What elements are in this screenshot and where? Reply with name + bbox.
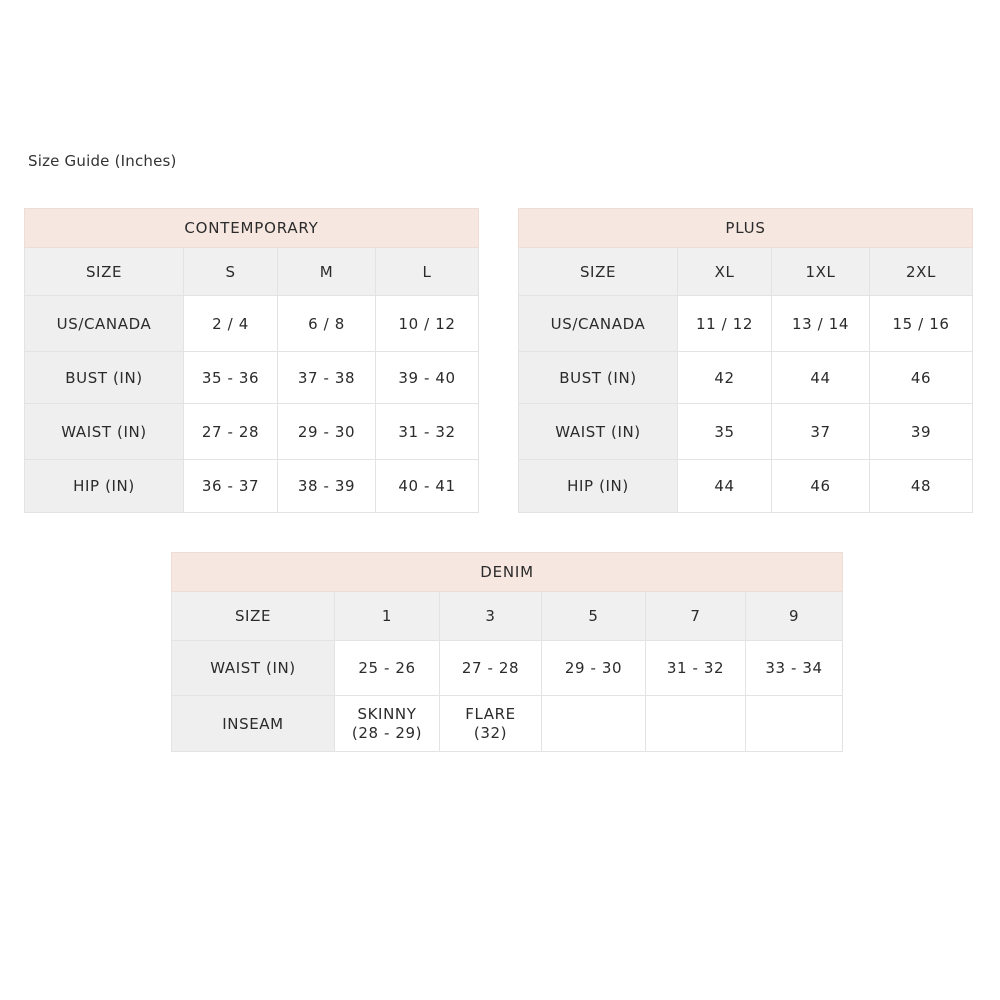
- table-row: [172, 641, 843, 696]
- row-label: US/CANADA: [25, 296, 184, 352]
- table-cell: 27 - 28: [184, 404, 278, 460]
- table-cell: 44: [678, 460, 772, 513]
- table-row: [25, 296, 479, 352]
- table-cell: 35 - 36: [184, 352, 278, 404]
- table-cell: 33 - 34: [746, 641, 843, 696]
- table-cell: SKINNY (28 - 29): [335, 696, 440, 752]
- row-label: SIZE: [172, 592, 335, 641]
- table-cell: 25 - 26: [335, 641, 440, 696]
- row-label: WAIST (IN): [172, 641, 335, 696]
- table-cell: 39 - 40: [376, 352, 479, 404]
- size-column-header: XL: [678, 248, 772, 296]
- table-cell: 46: [772, 460, 870, 513]
- plus-size-table: [518, 208, 973, 513]
- table-row: [519, 352, 973, 404]
- table-row: [25, 460, 479, 513]
- contemporary-size-table: [24, 208, 479, 513]
- row-label: HIP (IN): [25, 460, 184, 513]
- row-label: BUST (IN): [25, 352, 184, 404]
- table-cell: 11 / 12: [678, 296, 772, 352]
- plus-header-row: [519, 248, 973, 296]
- table-row: [519, 296, 973, 352]
- table-cell: 46: [870, 352, 973, 404]
- table-cell: 44: [772, 352, 870, 404]
- denim-size-table: [171, 552, 843, 752]
- size-column-header: 3: [440, 592, 542, 641]
- table-cell: 10 / 12: [376, 296, 479, 352]
- page-title: Size Guide (Inches): [28, 152, 177, 170]
- table-cell: [746, 696, 843, 752]
- row-label: WAIST (IN): [25, 404, 184, 460]
- table-cell: 35: [678, 404, 772, 460]
- row-label: SIZE: [25, 248, 184, 296]
- table-row: [25, 352, 479, 404]
- size-column-header: L: [376, 248, 479, 296]
- size-column-header: S: [184, 248, 278, 296]
- denim-heading: DENIM: [172, 553, 843, 592]
- table-cell: 31 - 32: [646, 641, 746, 696]
- table-cell: 37 - 38: [278, 352, 376, 404]
- table-row: [172, 696, 843, 752]
- table-cell: 48: [870, 460, 973, 513]
- table-row: [519, 460, 973, 513]
- row-label: BUST (IN): [519, 352, 678, 404]
- table-row: [25, 404, 479, 460]
- table-cell: 31 - 32: [376, 404, 479, 460]
- table-row: [519, 404, 973, 460]
- row-label: SIZE: [519, 248, 678, 296]
- table-cell: 38 - 39: [278, 460, 376, 513]
- table-cell: 39: [870, 404, 973, 460]
- size-column-header: M: [278, 248, 376, 296]
- table-cell: 36 - 37: [184, 460, 278, 513]
- contemporary-heading: CONTEMPORARY: [25, 209, 479, 248]
- row-label: HIP (IN): [519, 460, 678, 513]
- row-label: WAIST (IN): [519, 404, 678, 460]
- table-cell: 29 - 30: [542, 641, 646, 696]
- table-cell: 6 / 8: [278, 296, 376, 352]
- table-cell: 29 - 30: [278, 404, 376, 460]
- row-label: INSEAM: [172, 696, 335, 752]
- row-label: US/CANADA: [519, 296, 678, 352]
- table-cell: 15 / 16: [870, 296, 973, 352]
- table-cell: 2 / 4: [184, 296, 278, 352]
- size-column-header: 1: [335, 592, 440, 641]
- table-cell: 13 / 14: [772, 296, 870, 352]
- size-column-header: 5: [542, 592, 646, 641]
- table-cell: 40 - 41: [376, 460, 479, 513]
- size-column-header: 1XL: [772, 248, 870, 296]
- size-column-header: 9: [746, 592, 843, 641]
- plus-heading: PLUS: [519, 209, 973, 248]
- table-cell: 27 - 28: [440, 641, 542, 696]
- table-cell: [646, 696, 746, 752]
- size-column-header: 7: [646, 592, 746, 641]
- size-column-header: 2XL: [870, 248, 973, 296]
- table-cell: 37: [772, 404, 870, 460]
- denim-header-row: [172, 592, 843, 641]
- table-cell: 42: [678, 352, 772, 404]
- contemporary-header-row: [25, 248, 479, 296]
- table-cell: FLARE (32): [440, 696, 542, 752]
- table-cell: [542, 696, 646, 752]
